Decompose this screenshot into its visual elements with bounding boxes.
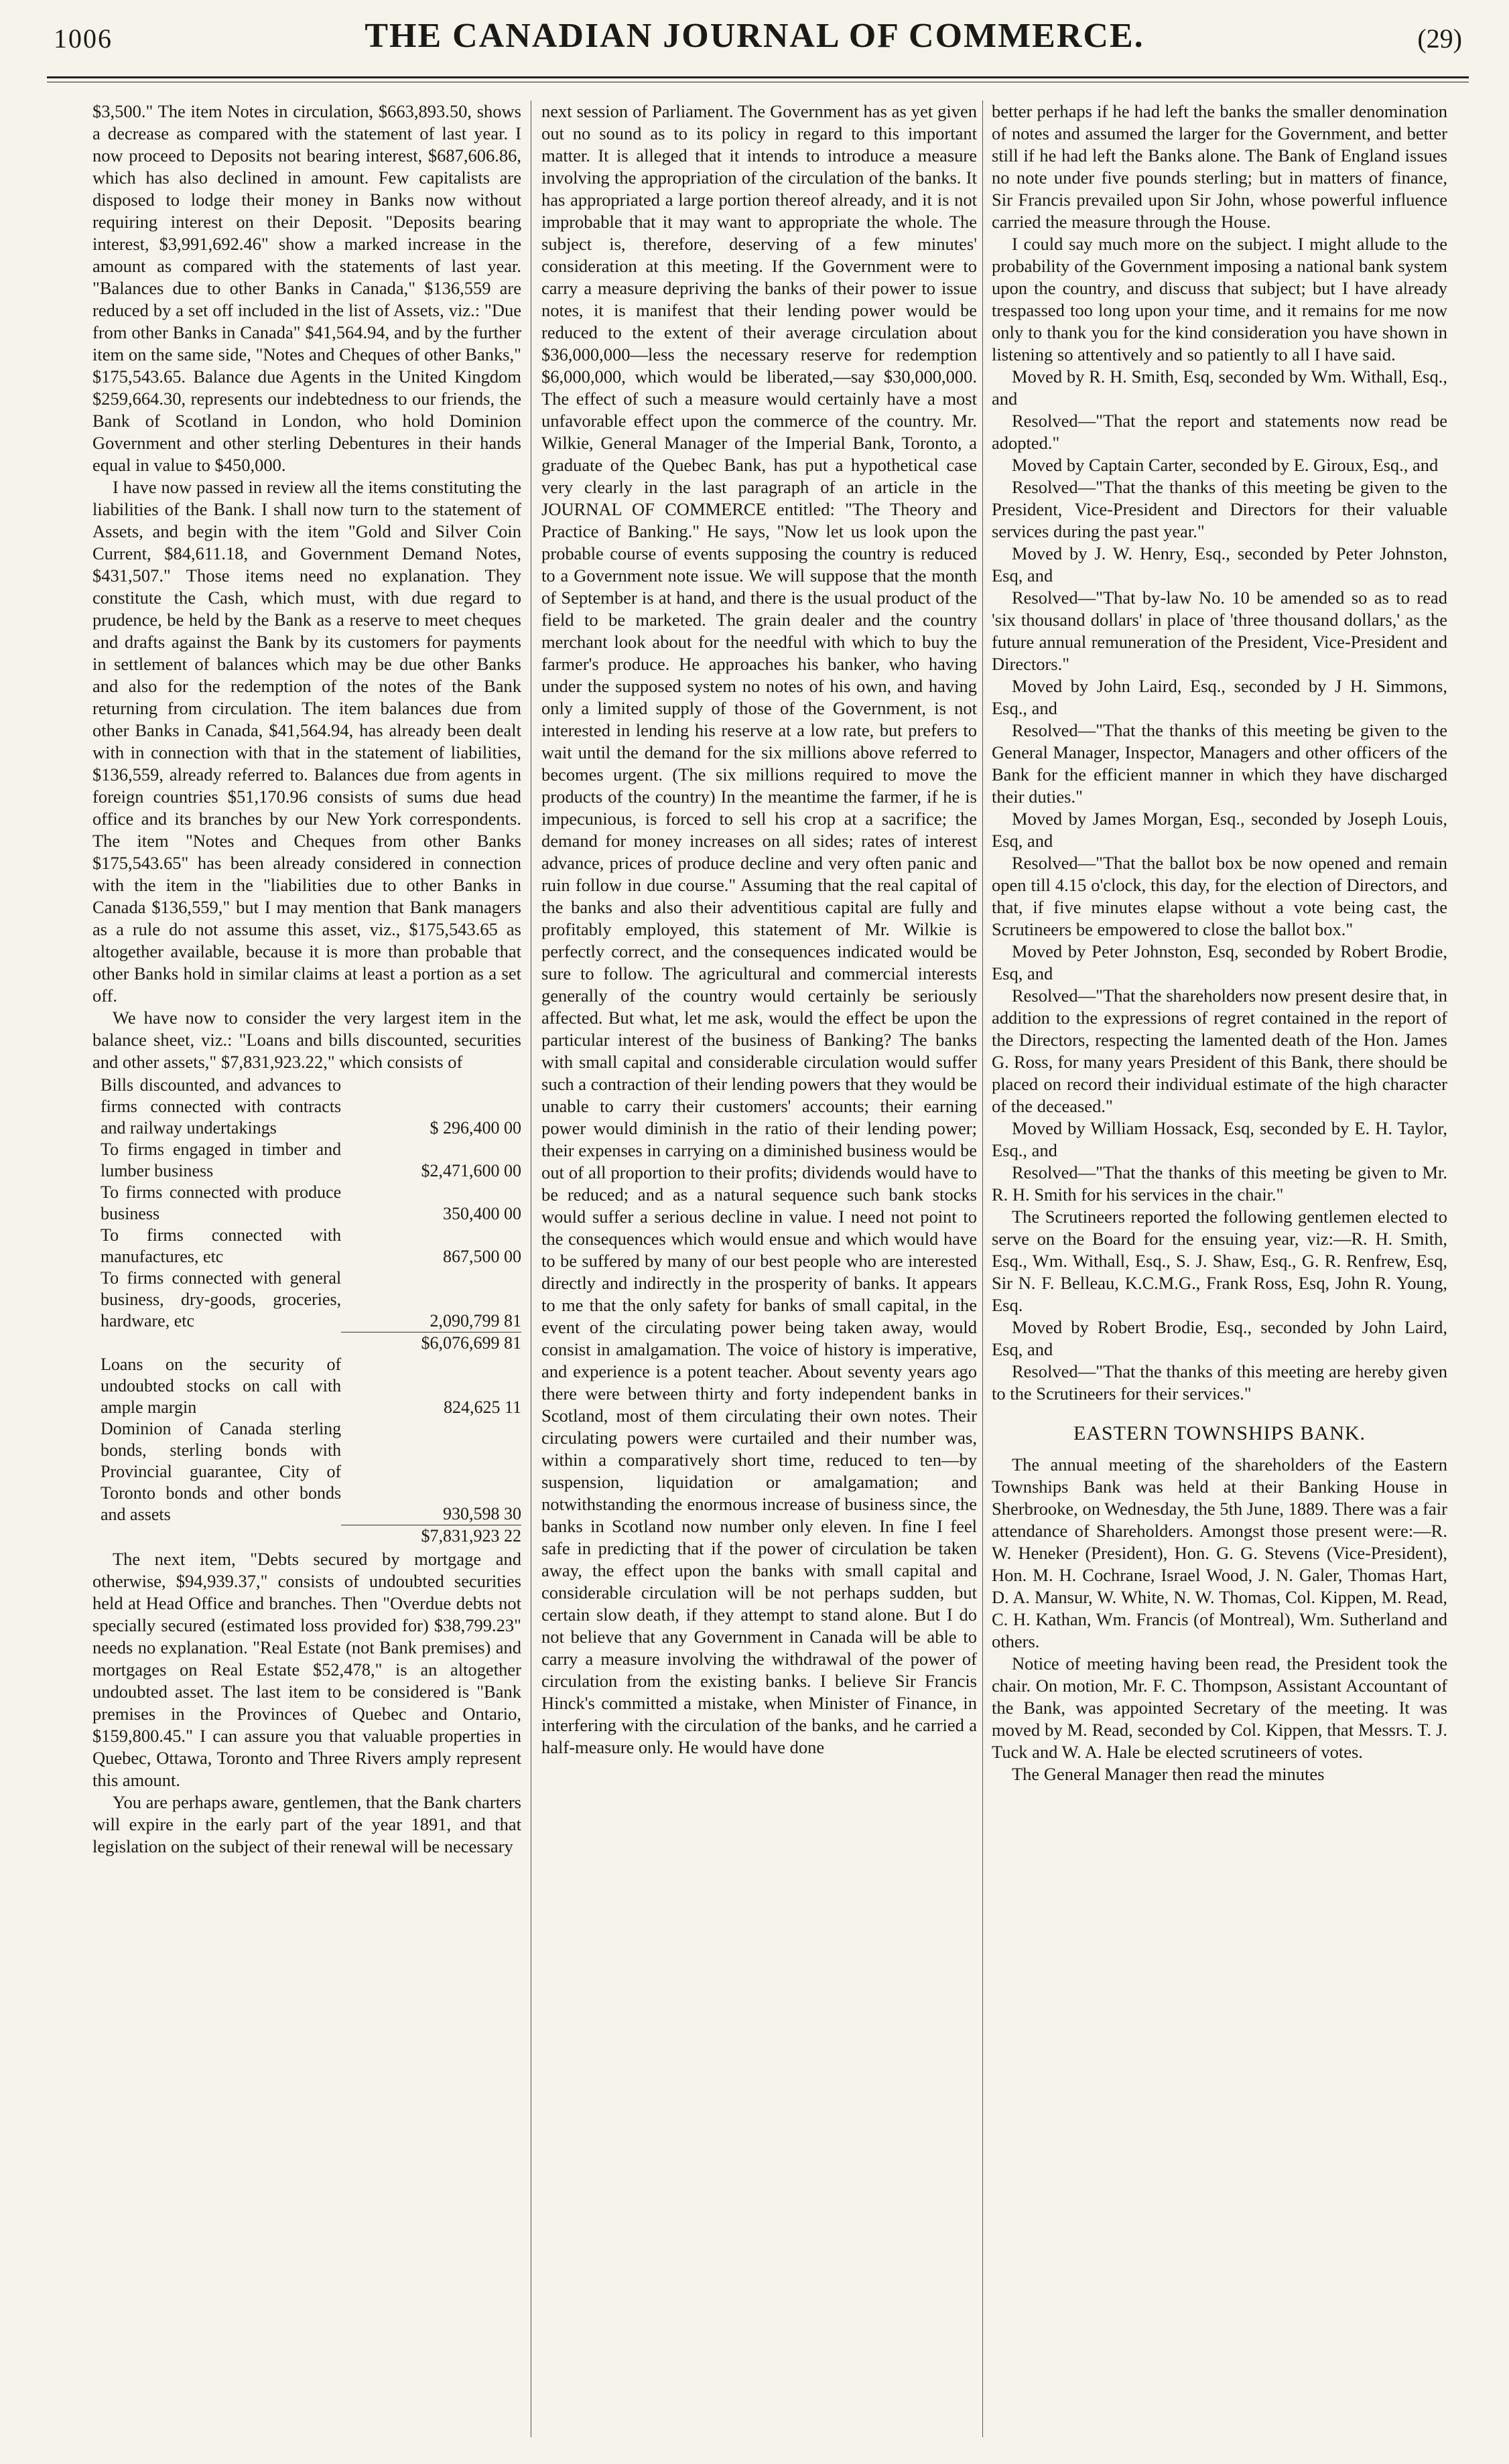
loans-table (92, 1075, 521, 1547)
paragraph: next session of Parliament. The Government has as yet given out no sound as to its policy in regard to this important matter. It is alleged that it intends to introduce a measure involving the appropriation of the circulation of the banks. It has appropriated a large portion thereof already, and it is not improbable that it may want to appropriate the whole. The subject is, therefore, deserving of a few minutes' consideration at this meeting. If the Government were to carry a measure depriving the banks of their power to issue notes, it is manifest that their lending power would be reduced to the extent of their average circulation about $36,000,000—less the necessary reserve for redemption $6,000,000, which would be liberated,—say $30,000,000. The effect of such a measure would certainly have a most unfavorable effect upon the commerce of the country. Mr. Wilkie, General Manager of the Imperial Bank, Toronto, a graduate of the Quebec Bank, has put a hypothetical case very clearly in the last paragraph of an article in the JOURNAL OF COMMERCE entitled: "The Theory and Practice of Banking." He says, "Now let us look upon the probable course of events supposing the country is reduced to a Government note issue. We will suppose that the month of September is at hand, and there is the usual product of the field to be marketed. The grain dealer and the country merchant look about for the needful with which to buy the farmer's produce. He approaches his banker, who having under the supposed system no notes of his own, and having only a limited supply of those of the Government, is not interested in lending his reserve at a low rate, but prefers to wait until the demand for the six millions above referred to becomes urgent. (The six millions required to move the products of the country) In the meantime the farmer, if he is impecunious, is forced to sell his crop at a sacrifice; the demand for money increases on all sides; rates of interest advance, prices of produce decline and very often panic and ruin follow in due course." Assuming that the real capital of the banks and also their adventitious capital are fully and profitably employed, this statement of Mr. Wilkie is perfectly correct, and the consequences indicated would be sure to follow. The agricultural and commercial interests generally of the country would certainly be seriously affected. But what, let me ask, would the effect be upon the particular interest of the business of Banking? The banks with small capital and considerable circulation would suffer such a contraction of their lending powers that they would be unable to carry their customers' accounts; their earning power would diminish in the ratio of their lending power; their expenses in carrying on a diminished business would be out of all proportion to their profits; dividends would have to be reduced; and as a natural sequence such bank stocks would suffer a serious decline in value. I need not point to the consequences which would ensue and which would have to be suffered by many of our best people who are interested directly and indirectly in the prosperity of banks. It appears to me that the only safety for banks of small capital, in the event of the circulating power being taken away, would consist in amalgamation. The voice of history is imperative, and experience is a potent teacher. About seventy years ago there were between thirty and forty independent banks in Scotland, most of them circulating their own notes. Their circulating powers were curtailed and their number was, within a comparatively short time, reduced to ten—by suspension, liquidation or amalgamation; and notwithstanding the enormous increase of business since, the banks in Scotland now number only eleven. In fine I feel safe in predicting that if the power of circulation be taken away, the effect upon the banks with small capital and considerable circulation will be not perhaps sudden, but certain slow death, if they attempt to stand alone. But I do not believe that any Government in Canada will be able to carry a measure involving the withdrawal of the power of circulation from the existing banks. I believe Sir Francis Hinck's committed a mistake, when Minister of Finance, in interfering with the circulation of the banks, and he carried a half-measure only. He would have done (541, 101, 977, 1757)
loan-description: To firms connected with general business, dry-goods, groceries, hardware, etc (101, 1268, 342, 1330)
section-heading: EASTERN TOWNSHIPS BANK. (1073, 1422, 1366, 1444)
motion-moved: Moved by J. W. Henry, Esq., seconded by Peter Johnston, Esq, and (992, 543, 1447, 586)
motion-moved: Moved by Robert Brodie, Esq., seconded by John Laird, Esq, and (992, 1317, 1447, 1359)
journal-title: THE CANADIAN JOURNAL OF COMMERCE. (365, 17, 1144, 55)
loan-description: Dominion of Canada sterling bonds, sterling bonds with Provincial guarantee, City of Toronto bonds and other bonds and assets (101, 1418, 342, 1524)
loan-amount: 2,090,799 81 (430, 1310, 521, 1330)
loan-amount: 930,598 30 (443, 1504, 521, 1523)
folio-number: (29) (1417, 23, 1462, 54)
table-total-row (92, 1332, 521, 1354)
paragraph: better perhaps if he had left the banks the smaller denomination of notes and assumed the larger for the Government, and better still if he had left the Banks alone. The Bank of England issues no note under five pounds sterling; but in matters of finance, Sir Francis prevailed upon Sir John, whose powerful influence carried the measure through the House. (992, 101, 1447, 232)
header-rule (47, 76, 1469, 78)
paragraph: The next item, "Debts secured by mortgage and otherwise, $94,939.37," consists of undoubted securities held at Head Office and branches. Then "Overdue debts not specially secured (estimated loss provided for) $38,799.23" needs no explanation. "Real Estate (not Bank premises) and mortgages on Real Estate $52,478," is an altogether undoubted asset. The last item to be considered is "Bank premises in the Provinces of Quebec and Ontario, $159,800.45." I can assure you that valuable properties in Quebec, Ottawa, Toronto and Three Rivers amply represent this amount. (92, 1549, 521, 1790)
motion-moved: Moved by R. H. Smith, Esq, seconded by Wm. Withall, Esq., and (992, 366, 1447, 409)
loan-description: To firms engaged in timber and lumber business (101, 1140, 342, 1180)
column-3 (992, 100, 1447, 2444)
paragraph: The Scrutineers reported the following gentlemen elected to serve on the Board for the ensuing year, viz:—R. H. Smith, Esq., Wm. Withall, Esq., S. J. Shaw, Esq., G. R. Renfrew, Esq, Sir N. F. Belleau, K.C.M.G., Frank Ross, Esq, John R. Young, Esq. (992, 1207, 1447, 1315)
loan-description: To firms connected with manufactures, etc (101, 1225, 342, 1266)
motion-moved: Moved by James Morgan, Esq., seconded by Joseph Louis, Esq, and (992, 809, 1447, 851)
loan-description: Bills discounted, and advances to firms connected with contracts and railway undertakings (101, 1075, 342, 1138)
motion-resolved: Resolved—"That the ballot box be now opened and remain open till 4.15 o'clock, this day, for the election of Directors, and that, if five minutes elapse without a vote being cast, the Scrutineers be empowered to close the ballot box." (992, 853, 1447, 939)
paragraph: $3,500." The item Notes in circulation, $663,893.50, shows a decrease as compared with the statement of last year. I now proceed to Deposits not bearing interest, $687,606.86, which has also declined in amount. Few capitalists are disposed to lodge their money in Banks now without requiring interest on their Deposit. "Deposits bearing interest, $3,991,692.46" show a marked increase in the amount as compared with the statements of last year. "Balances due to other Banks in Canada," $136,559 are reduced by a set off included in the list of Assets, viz.: "Due from other Banks in Canada" $41,564.94, and by the further item on the same side, "Notes and Cheques of other Banks," $175,543.65. Balance due Agents in the United Kingdom $259,664.30, represents our indebtedness to our friends, the Bank of Scotland in London, who hold Dominion Government and other sterling Debentures in their hands equal in value to $450,000. (92, 101, 521, 475)
column-1 (92, 100, 521, 2444)
table-row (92, 1418, 521, 1525)
table-row (92, 1354, 521, 1418)
column-divider (982, 100, 983, 2437)
motion-resolved: Resolved—"That the thanks of this meeting be given to the President, Vice-President and Directors for their valuable services during the past year." (992, 477, 1447, 541)
loan-amount: 824,625 11 (443, 1397, 521, 1417)
motion-resolved: Resolved—"That the thanks of this meeting are hereby given to the Scrutineers for their services." (992, 1361, 1447, 1404)
paragraph: I could say much more on the subject. I might allude to the probability of the Government imposing a national bank system upon the country, and discuss that subject; but I have already trespassed too long upon your time, and it remains for me now only to thank you for the kind consideration you have shown in listening so attentively and so patiently to all I have said. (992, 234, 1447, 364)
motion-resolved: Resolved—"That the report and statements now read be adopted." (992, 411, 1447, 453)
table-row (92, 1225, 521, 1268)
loan-amount: $7,831,923 22 (341, 1525, 521, 1548)
loan-amount: 867,500 00 (443, 1247, 521, 1266)
table-total-row (92, 1525, 521, 1548)
loan-amount: $2,471,600 00 (421, 1161, 521, 1180)
motion-resolved: Resolved—"That the shareholders now present desire that, in addition to the expressions of regret contained in the report of the Directors, respecting the lamented death of the Hon. James G. Ross, for many years President of this Bank, there should be placed on record their individual estimate of the high character of the deceased." (992, 985, 1447, 1116)
loan-amount: $6,076,699 81 (341, 1332, 521, 1354)
loan-description: Loans on the security of undoubted stocks on call with ample margin (101, 1354, 342, 1417)
motion-resolved: Resolved—"That the thanks of this meeting be given to Mr. R. H. Smith for his services in the chair." (992, 1162, 1447, 1205)
paragraph: The General Manager then read the minutes (1012, 1764, 1325, 1784)
column-2 (541, 100, 977, 2444)
motion-moved: Moved by Peter Johnston, Esq, seconded by Robert Brodie, Esq, and (992, 941, 1447, 983)
paragraph: The annual meeting of the shareholders of the Eastern Townships Bank was held at their Banking House in Sherbrooke, on Wednesday, the 5th June, 1889. There was a fair attendance of Shareholders. Amongst those present were:—R. W. Heneker (President), Hon. G. G. Stevens (Vice-President), Hon. M. H. Cochrane, Israel Wood, J. N. Galer, Thomas Hart, D. A. Mansur, W. White, N. W. Thomas, Col. Kippen, M. Read, C. H. Kathan, Wm. Francis (of Montreal), Wm. Sutherland and others. (992, 1454, 1447, 1651)
paragraph: We have now to consider the very largest item in the balance sheet, viz.: "Loans and bills discounted, securities and other assets," $7,831,923.22," which consists of (92, 1008, 521, 1072)
paragraph: Notice of meeting having been read, the President took the chair. On motion, Mr. F. C. Thompson, Assistant Accountant of the Bank, was appointed Secretary of the meeting. It was moved by M. Read, seconded by Col. Kippen, that Messrs. T. J. Tuck and W. A. Hale be elected scrutineers of votes. (992, 1653, 1447, 1762)
table-row (92, 1075, 521, 1139)
loan-description (92, 1525, 341, 1548)
loan-amount: $ 296,400 00 (430, 1118, 521, 1138)
page-header (0, 12, 1509, 86)
paragraph: I have now passed in review all the items constituting the liabilities of the Bank. I shall now turn to the statement of Assets, and begin with the item "Gold and Silver Coin Current, $84,611.18, and Government Demand Notes, $431,507." Those items need no explanation. They constitute the Cash, which must, with due regard to prudence, be held by the Bank as a reserve to meet cheques and drafts against the Bank by its customers for payments in settlement of balances which may be due other Banks and also for the redemption of the notes of the Bank returning from circulation. The item balances due from other Banks in Canada, $41,564.94, has already been dealt with in connection with that in the statement of liabilities, $136,559, already referred to. Balances due from agents in foreign countries $51,170.96 consists of sums due head office and its branches by our New York correspondents. The item "Notes and Cheques from other Banks $175,543.65" has been already considered in connection with the item in the "liabilities due to other Banks in Canada $136,559," but I may mention that Bank managers as a rule do not assume this asset, viz., $175,543.65 as altogether available, because it is more than probable that other Banks hold in similar claims at least a portion as a set off. (92, 477, 521, 1006)
motion-moved: Moved by William Hossack, Esq, seconded by E. H. Taylor, Esq., and (992, 1118, 1447, 1160)
table-row (92, 1268, 521, 1332)
table-row (92, 1139, 521, 1182)
motion-moved: Moved by John Laird, Esq., seconded by J H. Simmons, Esq., and (992, 676, 1447, 718)
motion-resolved: Resolved—"That by-law No. 10 be amended so as to read 'six thousand dollars' in place of 'three thousand dollars,' as the future annual remuneration of the President, Vice-President and Directors." (992, 588, 1447, 674)
loan-amount: 350,400 00 (443, 1204, 521, 1223)
page-number: 1006 (54, 23, 113, 54)
table-row (92, 1182, 521, 1225)
paragraph: You are perhaps aware, gentlemen, that the Bank charters will expire in the early part of the year 1891, and that legislation on the subject of their renewal will be necessary (92, 1792, 521, 1856)
loan-description: To firms connected with produce business (101, 1182, 342, 1223)
motion-moved: Moved by Captain Carter, seconded by E. Giroux, Esq., and (1012, 455, 1439, 475)
motion-resolved: Resolved—"That the thanks of this meeting be given to the General Manager, Inspector, Managers and other officers of the Bank for the efficient manner in which they have discharged their duties." (992, 720, 1447, 807)
loan-description (92, 1332, 341, 1354)
